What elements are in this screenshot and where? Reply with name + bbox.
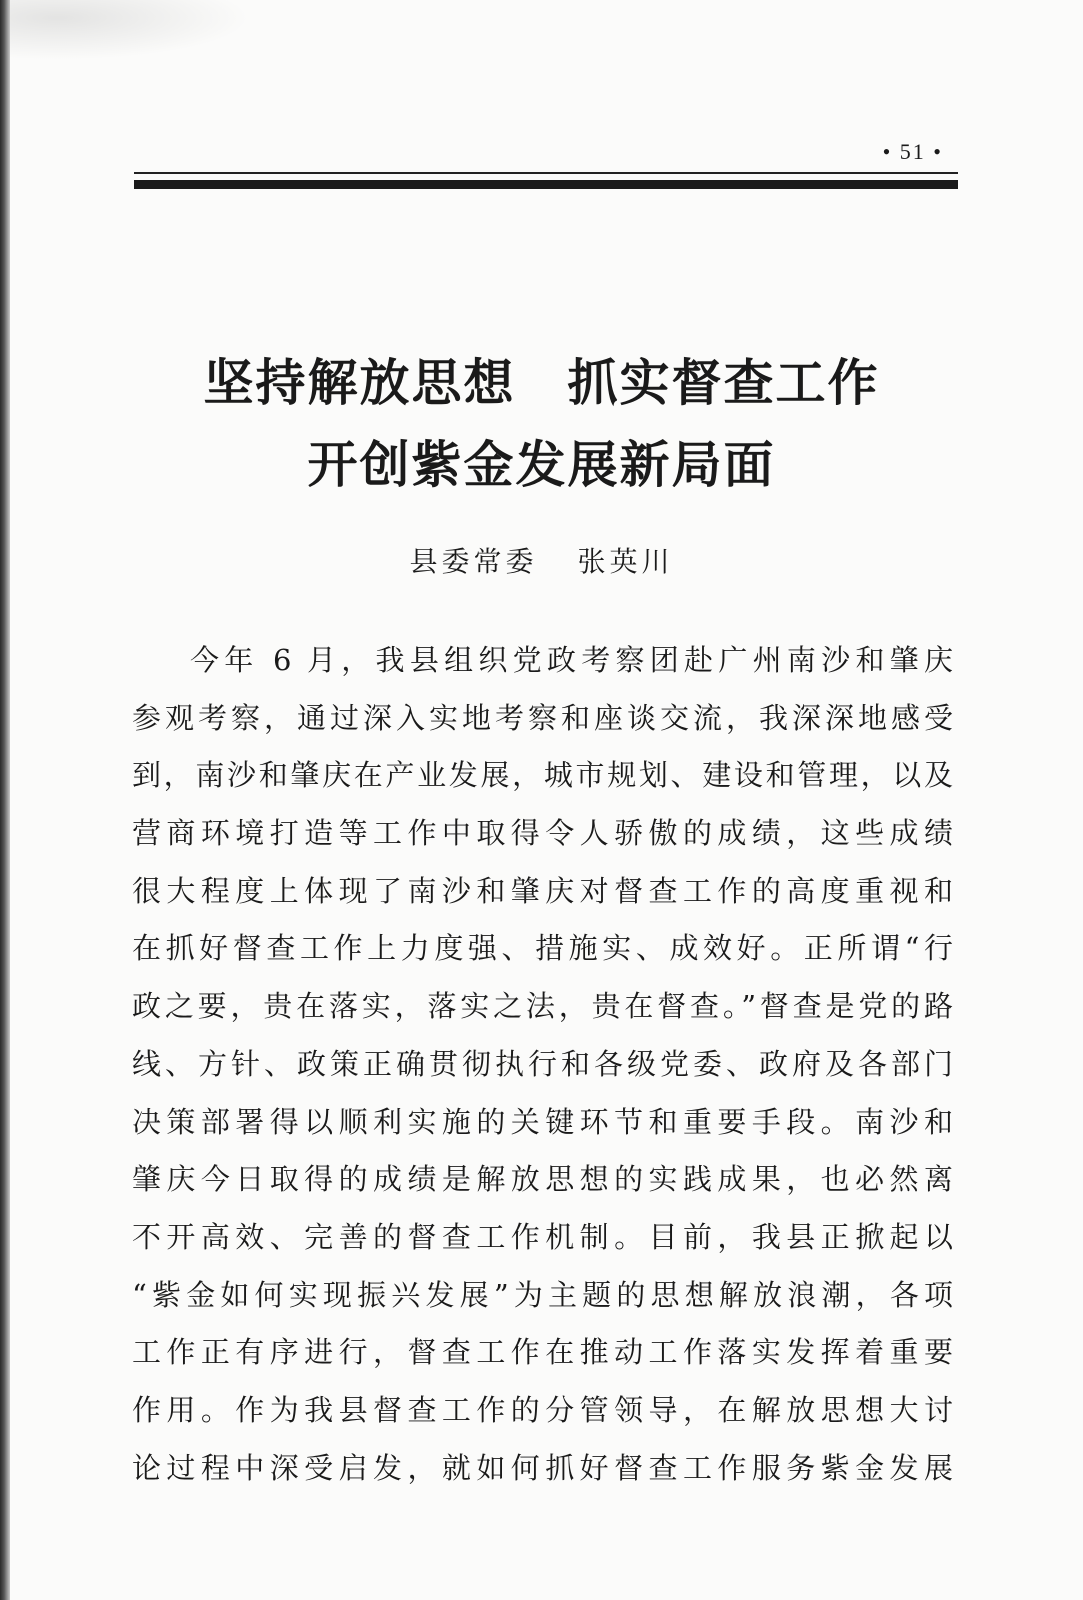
body-line: 很大程度上体现了南沙和肇庆对督查工作的高度重视和	[132, 873, 954, 908]
body-line: 工作正有序进行，督查工作在推动工作落实发挥着重要	[132, 1335, 954, 1370]
body-line: 今年 6 月，我县组织党政考察团赴广州南沙和肇庆	[190, 643, 954, 677]
author-name: 张英川	[577, 545, 674, 578]
author-role: 县委常委	[409, 545, 538, 578]
article-title	[0, 342, 1083, 506]
page-number: • 51 •	[882, 139, 943, 164]
header-rule-thin	[134, 172, 958, 174]
body-line: 论过程中深受启发，就如何抓好督查工作服务紫金发展	[132, 1450, 954, 1485]
body-line: 线、方针、政策正确贯彻执行和各级党委、政府及各部门	[132, 1046, 954, 1081]
scan-smudge	[10, 0, 250, 60]
body-line: 在抓好督查工作上力度强、措施实、成效好。正所谓“行	[132, 931, 954, 966]
byline	[0, 540, 1083, 580]
body-line: “紫金如何实现振兴发展”为主题的思想解放浪潮，各项	[132, 1277, 954, 1312]
body-line: 肇庆今日取得的成绩是解放思想的实践成果，也必然离	[132, 1162, 954, 1197]
scan-left-edge	[0, 0, 10, 1600]
body-line: 不开高效、完善的督查工作机制。目前，我县正掀起以	[132, 1219, 954, 1254]
article-body	[132, 632, 954, 1497]
body-line: 政之要，贵在落实，落实之法，贵在督查。”督查是党的路	[132, 989, 954, 1024]
title-line-2: 开创紫金发展新局面	[307, 436, 776, 494]
body-line: 决策部署得以顺利实施的关键环节和重要手段。南沙和	[132, 1104, 954, 1139]
body-line: 营商环境打造等工作中取得令人骄傲的成绩，这些成绩	[132, 816, 954, 851]
body-line: 参观考察，通过深入实地考察和座谈交流，我深深地感受	[132, 700, 954, 735]
body-line: 到，南沙和肇庆在产业发展，城市规划、建设和管理，以及	[132, 758, 954, 793]
body-line: 作用。作为我县督查工作的分管领导，在解放思想大讨	[132, 1392, 954, 1427]
title-line-1: 坚持解放思想 抓实督查工作	[203, 354, 880, 412]
header-rule-thick	[134, 180, 958, 189]
